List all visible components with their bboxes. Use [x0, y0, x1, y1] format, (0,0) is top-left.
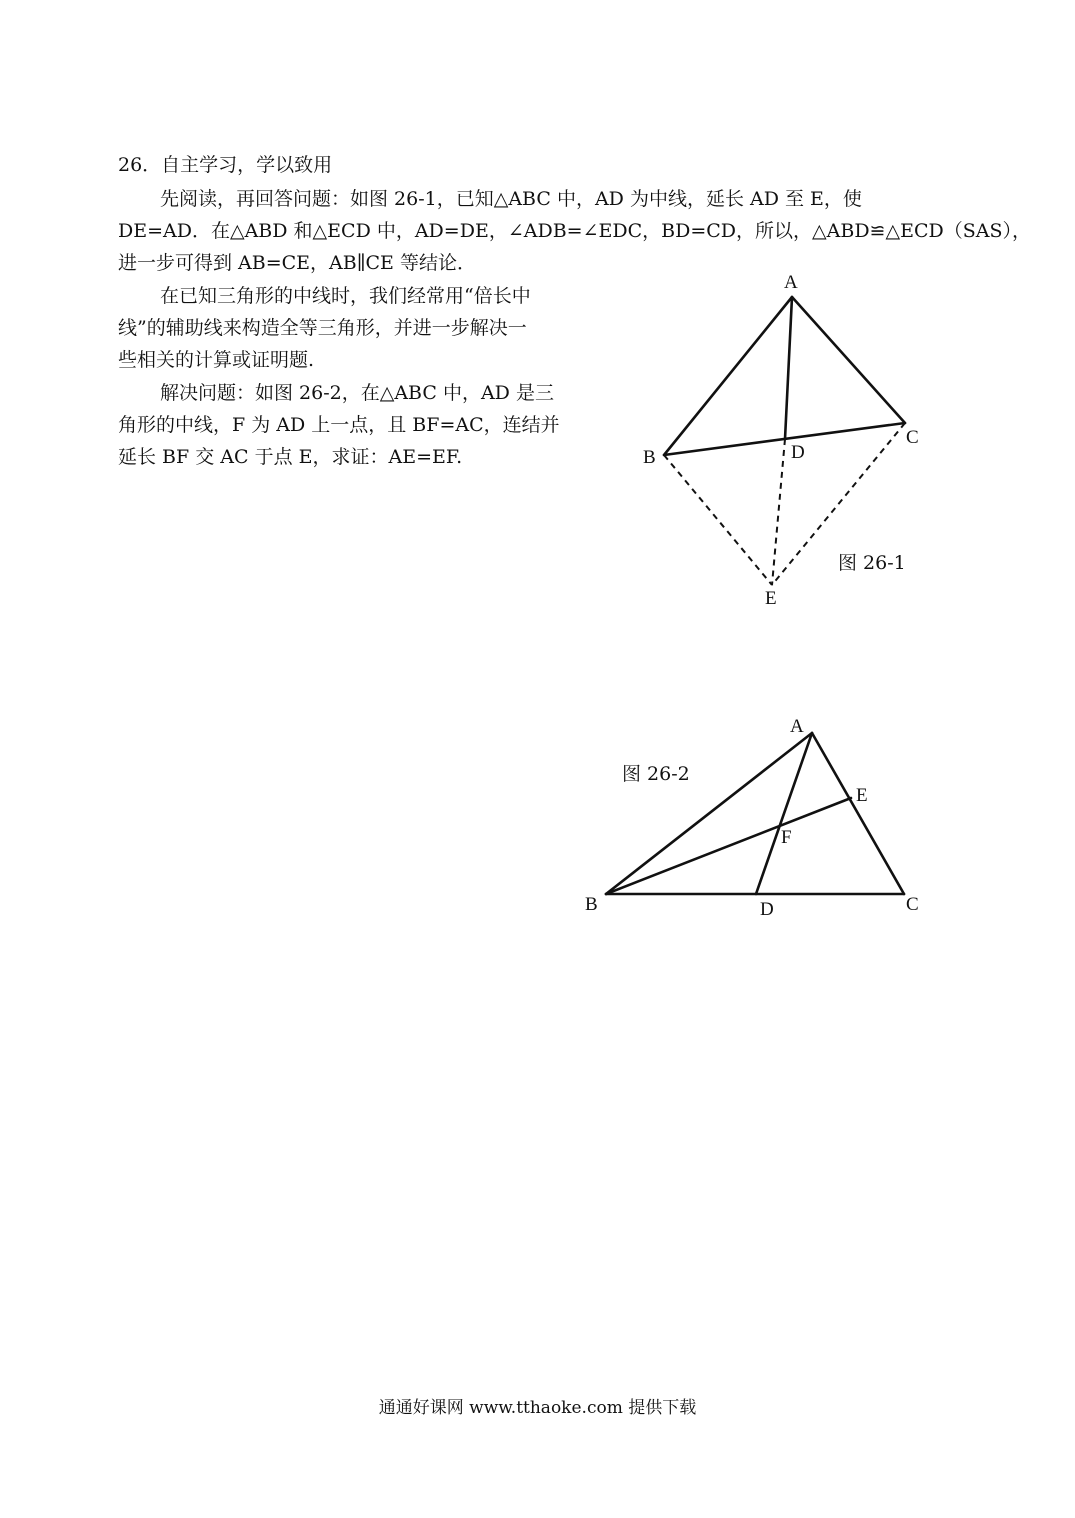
fig2-label-d: D — [760, 899, 774, 920]
paragraph-2-line-3: 些相关的计算或证明题. — [118, 349, 315, 371]
problem-heading: 26．自主学习，学以致用 — [118, 154, 333, 176]
fig1-label-c: C — [906, 427, 919, 448]
paragraph-2-line-1: 在已知三角形的中线时，我们经常用“倍长中 — [160, 285, 531, 307]
fig2-segment-ac — [812, 733, 904, 894]
paragraph-1-line-1: 先阅读，再回答问题：如图 26-1，已知△ABC 中，AD 为中线，延长 AD 至 E，使 — [160, 188, 862, 210]
footer-credit: 通通好课网 www.tthaoke.com 提供下载 — [378, 1398, 697, 1418]
fig2-label-f: F — [781, 827, 792, 848]
paragraph-1-line-2: DE=AD．在△ABD 和△ECD 中，AD=DE，∠ADB=∠EDC，BD=CD，所以，△ABD≌△ECD（SAS）， — [118, 220, 1031, 242]
fig1-label-e: E — [765, 588, 777, 609]
fig1-label-b: B — [643, 447, 656, 468]
fig2-label-e: E — [856, 785, 868, 806]
fig2-segment-ad — [756, 733, 812, 894]
paragraph-3-line-1: 解决问题：如图 26-2，在△ABC 中，AD 是三 — [160, 382, 554, 404]
paragraph-2-line-2: 线”的辅助线来构造全等三角形，并进一步解决一 — [118, 317, 527, 339]
fig1-label-a: A — [784, 272, 798, 293]
fig2-caption: 图 26-2 — [622, 763, 690, 785]
paragraph-3-line-3: 延长 BF 交 AC 于点 E，求证：AE=EF. — [118, 446, 463, 468]
fig1-label-d: D — [791, 442, 805, 463]
fig2-label-c: C — [906, 894, 919, 915]
fig2-label-b: B — [585, 894, 598, 915]
fig2-segment-be — [606, 798, 851, 894]
paragraph-1-line-3: 进一步可得到 AB=CE，AB∥CE 等结论． — [118, 252, 476, 274]
fig2-segment-ab — [606, 733, 812, 894]
paragraph-3-line-2: 角形的中线，F 为 AD 上一点，且 BF=AC，连结并 — [118, 414, 560, 436]
fig2-label-a: A — [790, 716, 804, 737]
fig1-caption: 图 26-1 — [838, 552, 906, 574]
